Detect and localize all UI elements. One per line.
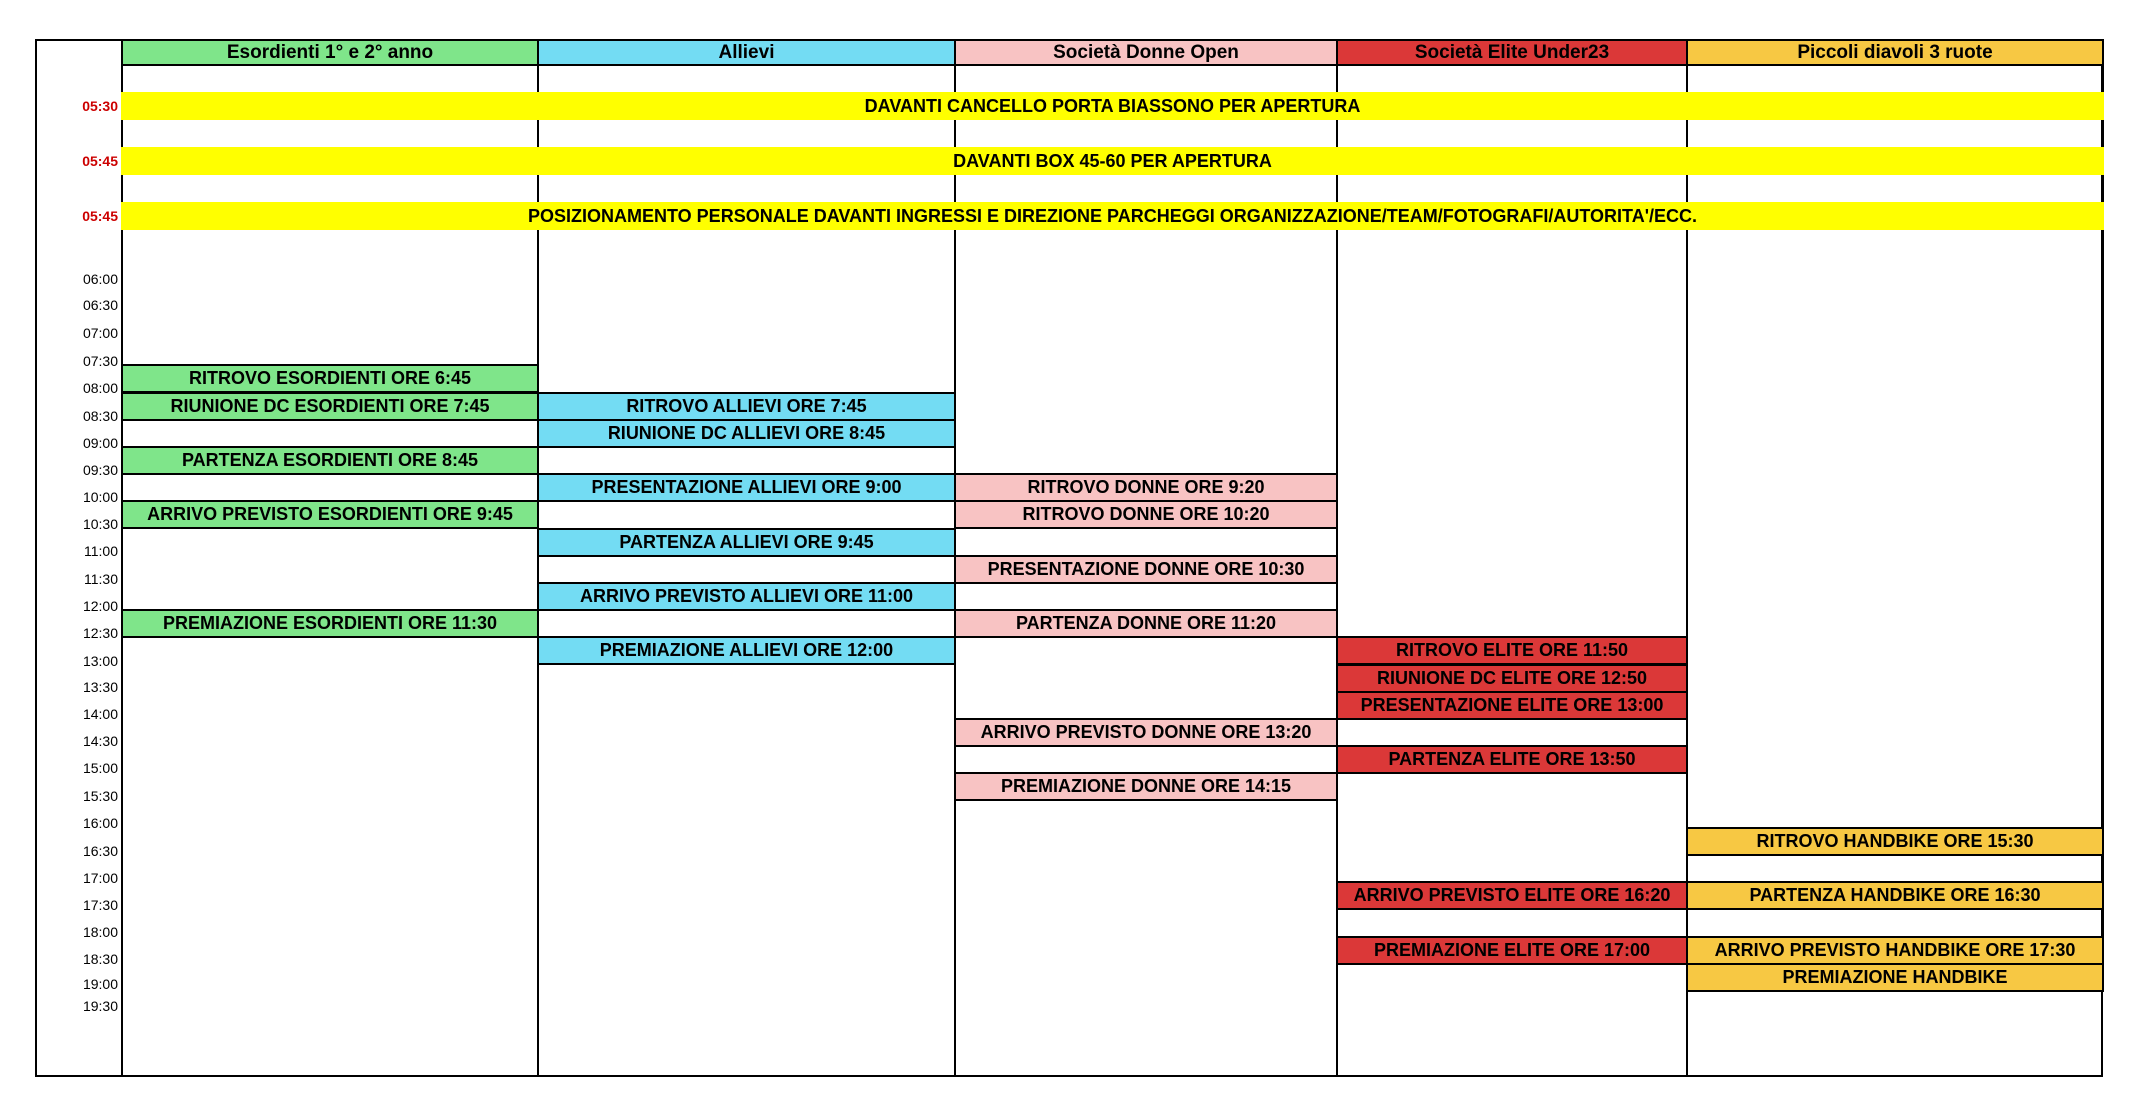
band-row: POSIZIONAMENTO PERSONALE DAVANTI INGRESSI E DIREZIONE PARCHEGGI ORGANIZZAZIONE/TEAM/FOTOGRAFI/AUTORITA'/ECC. xyxy=(121,202,2104,230)
column-header-allievi: Allievi xyxy=(537,39,956,66)
event-cell-elite: RIUNIONE DC ELITE ORE 12:50 xyxy=(1336,664,1688,693)
time-label: 09:30 xyxy=(82,462,118,478)
column-header-donne: Società Donne Open xyxy=(954,39,1338,66)
time-label: 14:30 xyxy=(82,733,118,749)
time-label: 15:00 xyxy=(82,760,118,776)
column-header-elite: Società Elite Under23 xyxy=(1336,39,1688,66)
time-label: 13:30 xyxy=(82,679,118,695)
time-label: 17:00 xyxy=(82,870,118,886)
time-label: 15:30 xyxy=(82,788,118,804)
time-label: 12:00 xyxy=(82,598,118,614)
event-cell-allievi: RITROVO ALLIEVI ORE 7:45 xyxy=(537,392,956,421)
column-divider xyxy=(121,39,123,1077)
event-cell-allievi: PARTENZA ALLIEVI ORE 9:45 xyxy=(537,528,956,557)
column-header-esordienti: Esordienti 1° e 2° anno xyxy=(121,39,539,66)
event-cell-donne: PARTENZA DONNE ORE 11:20 xyxy=(954,609,1338,638)
time-label: 18:30 xyxy=(82,951,118,967)
band-time-label: 05:45 xyxy=(82,208,118,224)
time-label: 11:00 xyxy=(84,543,118,559)
event-cell-esordienti: PARTENZA ESORDIENTI ORE 8:45 xyxy=(121,446,539,475)
event-cell-handbike: ARRIVO PREVISTO HANDBIKE ORE 17:30 xyxy=(1686,936,2104,965)
time-label: 17:30 xyxy=(82,897,118,913)
event-cell-esordienti: RIUNIONE DC ESORDIENTI ORE 7:45 xyxy=(121,392,539,421)
band-row: DAVANTI BOX 45-60 PER APERTURA xyxy=(121,147,2104,175)
event-cell-donne: PREMIAZIONE DONNE ORE 14:15 xyxy=(954,772,1338,801)
event-cell-elite: PRESENTAZIONE ELITE ORE 13:00 xyxy=(1336,691,1688,720)
event-cell-elite: ARRIVO PREVISTO ELITE ORE 16:20 xyxy=(1336,881,1688,910)
band-time-label: 05:45 xyxy=(82,153,118,169)
time-label: 11:30 xyxy=(84,571,118,587)
time-label: 08:30 xyxy=(82,408,118,424)
column-header-handbike: Piccoli diavoli 3 ruote xyxy=(1686,39,2104,66)
event-cell-handbike: PREMIAZIONE HANDBIKE xyxy=(1686,963,2104,992)
column-divider xyxy=(1686,39,1688,1077)
event-cell-handbike: RITROVO HANDBIKE ORE 15:30 xyxy=(1686,827,2104,856)
event-cell-donne: RITROVO DONNE ORE 9:20 xyxy=(954,473,1338,502)
time-label: 07:30 xyxy=(82,353,118,369)
time-label: 19:30 xyxy=(82,998,118,1014)
time-label: 14:00 xyxy=(82,706,118,722)
event-cell-donne: RITROVO DONNE ORE 10:20 xyxy=(954,500,1338,529)
time-label: 16:00 xyxy=(82,815,118,831)
time-label: 13:00 xyxy=(82,653,118,669)
time-label: 19:00 xyxy=(82,976,118,992)
time-label: 06:00 xyxy=(82,271,118,287)
time-label: 08:00 xyxy=(82,380,118,396)
time-label: 06:30 xyxy=(82,297,118,313)
time-label: 07:00 xyxy=(82,325,118,341)
event-cell-allievi: PREMIAZIONE ALLIEVI ORE 12:00 xyxy=(537,636,956,665)
column-divider xyxy=(537,39,539,1077)
event-cell-elite: RITROVO ELITE ORE 11:50 xyxy=(1336,636,1688,665)
time-label: 12:30 xyxy=(82,625,118,641)
time-label: 09:00 xyxy=(82,435,118,451)
time-label: 10:30 xyxy=(82,516,118,532)
event-cell-elite: PREMIAZIONE ELITE ORE 17:00 xyxy=(1336,936,1688,965)
band-row: DAVANTI CANCELLO PORTA BIASSONO PER APERTURA xyxy=(121,92,2104,120)
event-cell-donne: ARRIVO PREVISTO DONNE ORE 13:20 xyxy=(954,718,1338,747)
event-cell-allievi: RIUNIONE DC ALLIEVI ORE 8:45 xyxy=(537,419,956,448)
event-cell-allievi: ARRIVO PREVISTO ALLIEVI ORE 11:00 xyxy=(537,582,956,611)
event-cell-esordienti: ARRIVO PREVISTO ESORDIENTI ORE 9:45 xyxy=(121,500,539,529)
band-time-label: 05:30 xyxy=(82,98,118,114)
time-label: 10:00 xyxy=(82,489,118,505)
event-cell-handbike: PARTENZA HANDBIKE ORE 16:30 xyxy=(1686,881,2104,910)
event-cell-esordienti: PREMIAZIONE ESORDIENTI ORE 11:30 xyxy=(121,609,539,638)
time-label: 16:30 xyxy=(82,843,118,859)
event-cell-elite: PARTENZA ELITE ORE 13:50 xyxy=(1336,745,1688,774)
event-cell-donne: PRESENTAZIONE DONNE ORE 10:30 xyxy=(954,555,1338,584)
event-cell-esordienti: RITROVO ESORDIENTI ORE 6:45 xyxy=(121,364,539,393)
time-label: 18:00 xyxy=(82,924,118,940)
event-cell-allievi: PRESENTAZIONE ALLIEVI ORE 9:00 xyxy=(537,473,956,502)
